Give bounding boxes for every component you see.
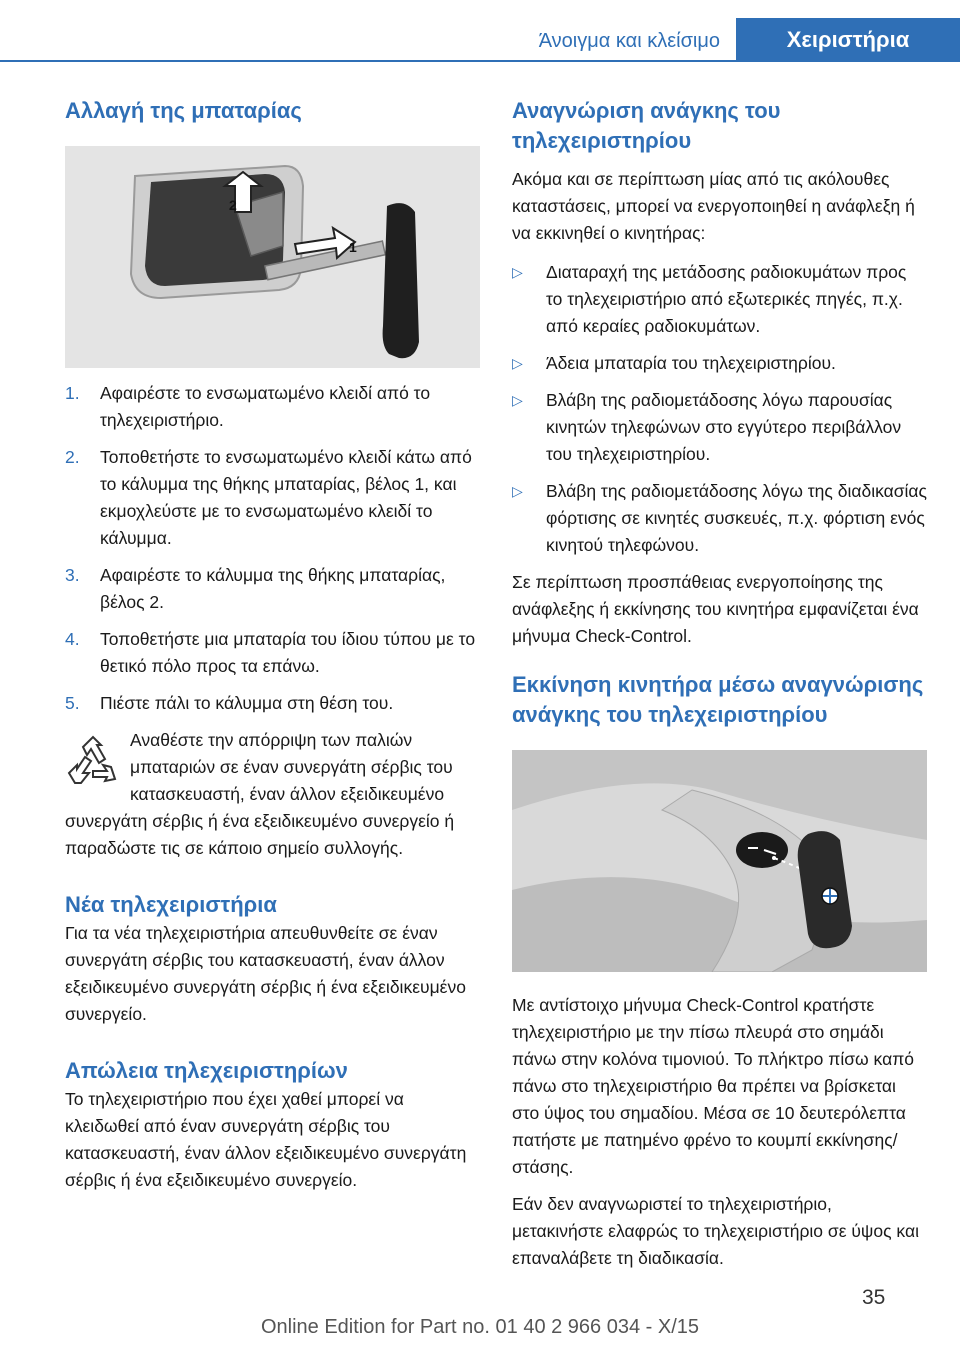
check-control-text: Σε περίπτωση προσπάθειας ενεργοποίησης της ανάφλεξης ή εκκίνησης του κινητήρα εμφανίζεται ένα μήνυμα Check-Control.	[512, 572, 919, 646]
left-column	[65, 96, 480, 1194]
bullet-text: Άδεια μπαταρία του τηλεχειριστηρίου.	[546, 353, 836, 373]
engine-start-text-1: Με αντίστοιχο μήνυμα Check-Control κρατήστε τηλεχειριστήριο με την πίσω πλευρά στο σημάδι πάνω στην κολόνα τιμονιού. Το πλήκτρο πίσω καπό πάνω στο τηλεχειριστήριο θα πρέπει να βρίσκεται στο ύψος του σημαδίου. Μέσα σε 10 δευτερόλεπτα πατήστε με πατημένο φρένο το κουμπί εκκίνησης/στάσης.	[512, 995, 915, 1177]
footer-edition: Online Edition for Part no. 01 40 2 966 034 - X/15	[260, 1316, 700, 1338]
figure-label-arrow-2: 2	[229, 197, 237, 213]
bullet-text: Διαταραχή της μετάδοσης ραδιοκυμάτων προς το τηλεχειριστήριο από εξωτερικές πηγές, π.χ. από κεραίες ραδιοκυμάτων.	[546, 262, 907, 336]
list-item	[512, 387, 927, 468]
engine-start-heading: Εκκίνηση κινητήρα μέσω αναγνώρισης ανάγκης του τηλεχειριστηρίου	[512, 672, 924, 727]
interference-list	[512, 259, 927, 559]
lost-remotes-heading: Απώλεια τηλεχειριστηρίων	[65, 1058, 348, 1083]
list-item	[512, 478, 927, 559]
new-remotes-text: Για τα νέα τηλεχειριστήρια απευθυνθείτε σε έναν συνεργάτη σέρβις του κατασκευαστή, έναν άλλον εξειδικευμένο συνεργάτη σέρβις ή ένα εξειδικευμένο συνεργείο.	[65, 923, 466, 1024]
battery-heading: Αλλαγή της μπαταρίας	[65, 98, 302, 123]
list-item	[65, 626, 480, 680]
bullet-text: Βλάβη της ραδιομετάδοσης λόγω της διαδικασίας φόρτισης σε κινητές συσκευές, π.χ. φόρτιση ενός κινητού τηλεφώνου.	[546, 481, 927, 555]
list-item	[65, 690, 480, 717]
figure-label-arrow-1: 1	[349, 239, 357, 255]
step-text: Αφαιρέστε το ενσωματωμένο κλειδί από το τηλεχειριστήριο.	[100, 383, 431, 430]
list-item	[65, 380, 480, 434]
triangle-bullet-icon: ▷	[512, 392, 523, 408]
right-column	[512, 96, 927, 1272]
recycle-note-text: Αναθέστε την απόρριψη των παλιών μπαταριών σε έναν συνεργάτη σέρβις του κατασκευαστή, έναν άλλον εξειδικευμένο συνεργάτη σέρβις ή ένα εξειδικευμένο συνεργείο ή παραδώστε τις σε κάποιο σημείο συλλογής.	[65, 730, 455, 858]
emergency-intro: Ακόμα και σε περίπτωση μίας από τις ακόλουθες καταστάσεις, μπορεί να ενεργοποιηθεί η ανάφλεξη ή να εκκινηθεί ο κινητήρας:	[512, 169, 915, 243]
step-text: Τοποθετήστε το ενσωματωμένο κλειδί κάτω από το κάλυμμα της θήκης μπαταρίας, βέλος 1, και εκμοχλεύστε με το ενσωματωμένο κλειδί το κάλυμμα.	[100, 447, 472, 548]
steering-column-figure	[512, 750, 927, 972]
lost-remotes-text: Το τηλεχειριστήριο που έχει χαθεί μπορεί να κλειδωθεί από έναν συνεργάτη σέρβις του κατασκευαστή, έναν άλλον εξειδικευμένο συνεργάτη σέρβις ή ένα εξειδικευμένο συνεργείο.	[65, 1089, 467, 1190]
step-number: 2.	[65, 447, 80, 467]
page-header	[0, 0, 960, 62]
triangle-bullet-icon: ▷	[512, 483, 523, 499]
engine-start-text-2: Εάν δεν αναγνωριστεί το τηλεχειριστήριο, μετακινήστε ελαφρώς το τηλεχειριστήριο σε ύψος και επαναλάβετε τη διαδικασία.	[512, 1194, 919, 1268]
breadcrumb[interactable]: Άνοιγμα και κλείσιμο	[538, 30, 720, 52]
bullet-text: Βλάβη της ραδιομετάδοσης λόγω παρουσίας κινητών τηλεφώνων στο εγγύτερο περιβάλλον του τηλεχειριστηρίου.	[546, 390, 902, 464]
list-item	[512, 350, 927, 377]
triangle-bullet-icon: ▷	[512, 264, 523, 280]
steering-column-illustration	[512, 750, 927, 972]
key-battery-figure	[65, 146, 480, 368]
step-number: 1.	[65, 383, 80, 403]
tab-controls[interactable]: Χειριστήρια	[736, 18, 960, 62]
step-number: 5.	[65, 693, 80, 713]
header-rule	[0, 60, 960, 62]
step-text: Τοποθετήστε μια μπαταρία του ίδιου τύπου με το θετικό πόλο προς τα επάνω.	[100, 629, 476, 676]
step-text: Πιέστε πάλι το κάλυμμα στη θέση του.	[100, 693, 394, 713]
key-illustration	[65, 146, 480, 368]
page-number: 35	[862, 1286, 886, 1309]
list-item	[512, 259, 927, 340]
triangle-bullet-icon: ▷	[512, 355, 523, 371]
step-text: Αφαιρέστε το κάλυμμα της θήκης μπαταρίας, βέλος 2.	[100, 565, 446, 612]
battery-steps-list	[65, 380, 480, 717]
list-item	[65, 444, 480, 552]
list-item	[65, 562, 480, 616]
step-number: 4.	[65, 629, 80, 649]
emergency-detection-heading: Αναγνώριση ανάγκης του τηλεχειριστηρίου	[512, 98, 781, 153]
step-number: 3.	[65, 565, 80, 585]
new-remotes-heading: Νέα τηλεχειριστήρια	[65, 892, 277, 917]
recycle-note	[65, 727, 480, 862]
recycle-icon	[65, 733, 120, 799]
